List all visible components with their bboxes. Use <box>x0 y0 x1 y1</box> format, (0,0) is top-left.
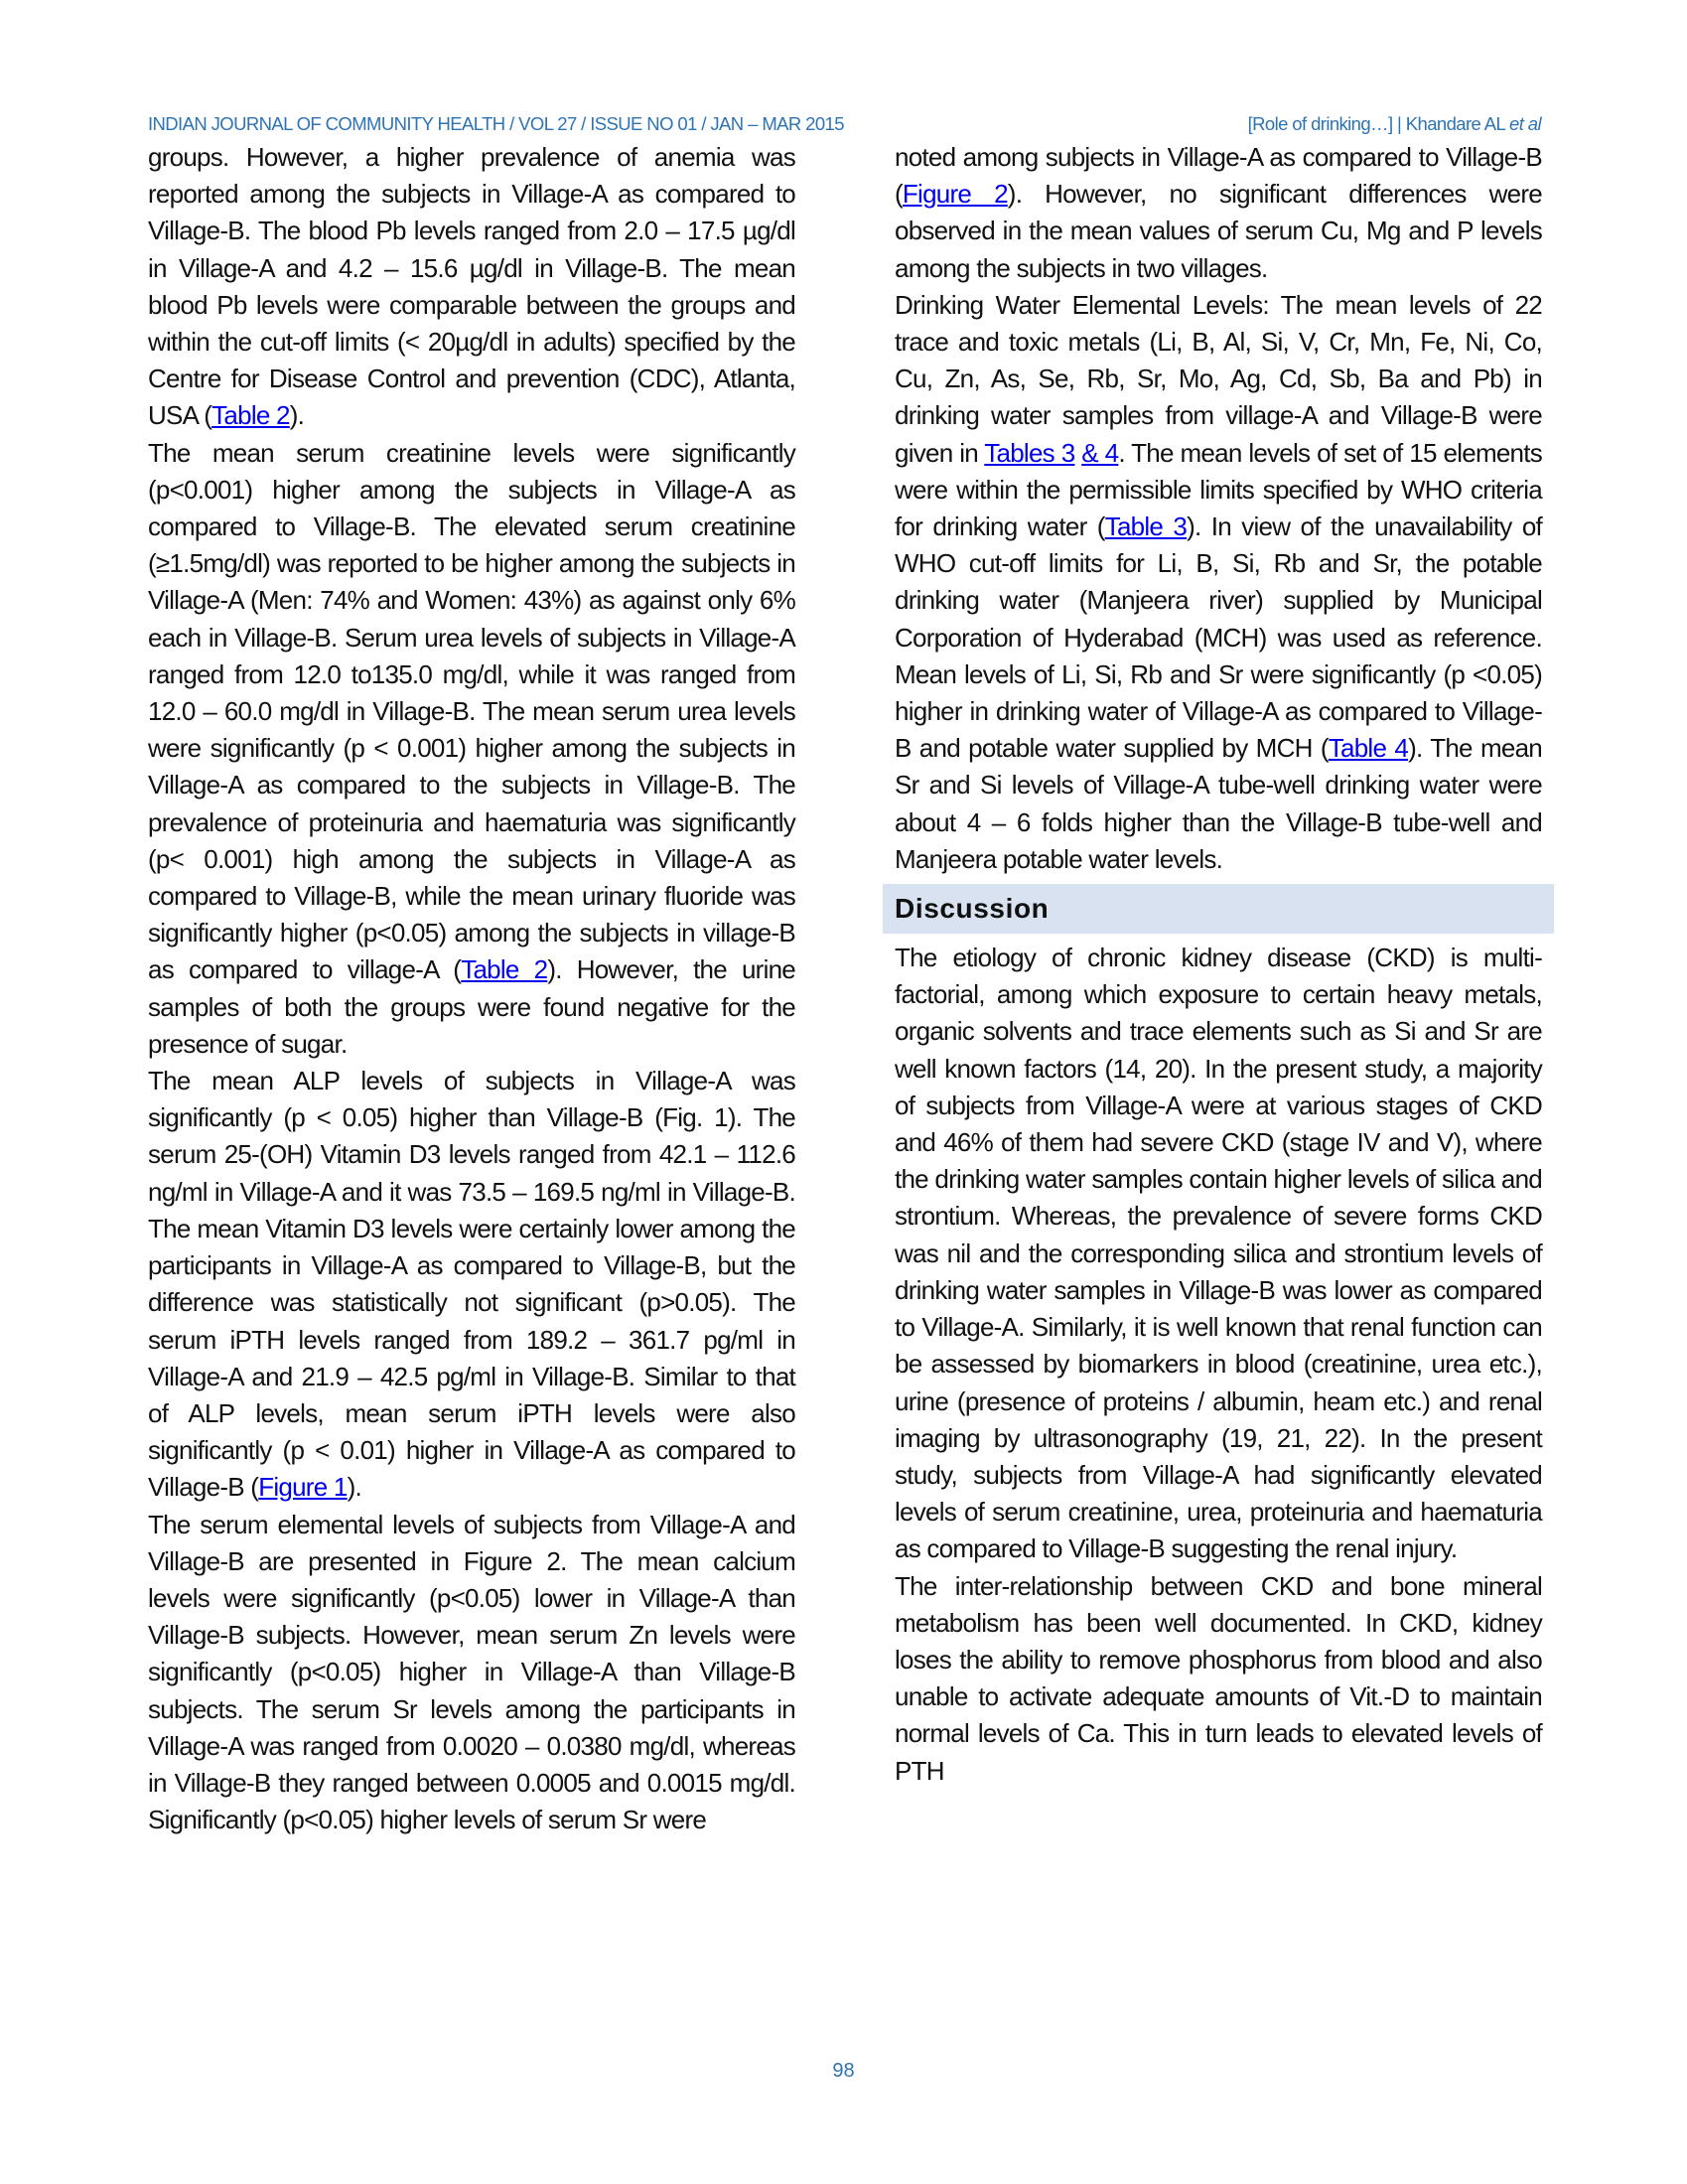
paragraph-text: noted among subjects in Village-A as compared to Village-B ( <box>895 142 1542 210</box>
link-table-3[interactable]: Table 3 <box>1104 511 1188 542</box>
paragraph-text: The mean serum creatinine levels were significantly (p<0.001) higher among the subjects in Village-A as compared to Village-B. The elevated serum creatinine (≥1.5mg/dl) was reported to be higher among the subjects in Village-A (Men: 74% and Women: 43%) as against only 6% each in Village-B. Serum urea levels of subjects in Village-A ranged from 12.0 to135.0 mg/dl, while it was ranged from 12.0 – 60.0 mg/dl in Village-B. The mean serum urea levels were significantly (p < 0.001) higher among the subjects in Village-A as compared to the subjects in Village-B. The prevalence of proteinuria and haematuria was significantly (p< 0.001) high among the subjects in Village-A as compared to Village-B, while the mean urinary fluoride was significantly higher (p<0.05) among the subjects in village-B as compared to village-A ( <box>148 437 795 985</box>
paragraph-text: ). However, the urine samples of both the groups were found negative for the presence of sugar. <box>148 954 796 1059</box>
paragraph-creatinine <box>148 435 795 1063</box>
paragraph-text: ). The mean Sr and Si levels of Village-A tube-well drinking water were about 4 – 6 folds higher than the Village-B tube-well and Manjeera potable water levels. <box>895 733 1542 874</box>
link-table-4-ampersand[interactable]: & 4 <box>1081 437 1119 468</box>
paragraph-text: ). <box>347 1472 361 1503</box>
paragraph-blood-pb <box>148 139 795 435</box>
link-figure-2[interactable]: Figure 2 <box>902 179 1008 210</box>
running-title-etal: et al <box>1509 113 1541 134</box>
link-table-2[interactable]: Table 2 <box>461 954 548 985</box>
page-number: 98 <box>832 2060 855 2082</box>
paragraph-text: ). <box>289 400 305 431</box>
paragraph-discussion-etiology: The etiology of chronic kidney disease (CKD) is multi-factorial, among which exposure to certain heavy metals, organic solvents and trace elements such as Si and Sr are well known factors (14, 20). In the present study, a majority of subjects from Village-A were at various stages of CKD and 46% of them had severe CKD (stage IV and V), where the drinking water samples contain higher levels of silica and strontium. Whereas, the prevalence of severe forms CKD was nil and the corresponding silica and strontium levels of drinking water samples in Village-B was lower as compared to Village-A. Similarly, it is well known that renal function can be assessed by biomarkers in blood (creatinine, urea etc.), urine (presence of proteins / albumin, heam etc.) and renal imaging by ultrasonography (19, 21, 22). In the present study, subjects from Village-A had significantly elevated levels of serum creatinine, urea, proteinuria and haematuria as compared to Village-B suggesting the renal injury. <box>895 943 1542 1564</box>
paragraph-text: Drinking Water Elemental Levels: The mean levels of 22 trace and toxic metals (Li, B, Al, Si, V, Cr, Mn, Fe, Ni, Co, Cu, Zn, As, Se, Rb, Sr, Mo, Ag, Cd, Sb, Ba and Pb) in drinking water samples from village-A and Village-B were given in <box>895 289 1542 468</box>
paragraph-text: groups. However, a higher prevalence of anemia was reported among the subjects in Village-A as compared to Village-B. The blood Pb levels ranged from 2.0 – 17.5 µg/dl in Village-A and 4.2 – 15.6 µg/dl in Village-B. The mean blood Pb levels were comparable between the groups and within the cut-off limits (< 20µg/dl in adults) specified by the Centre for Disease Control and prevention (CDC), Atlanta, USA ( <box>148 142 795 431</box>
paragraph-discussion-bone: The inter-relationship between CKD and bone mineral metabolism has been well documented. In CKD, kidney loses the ability to remove phosphorus from blood and also unable to activate adequate amounts of Vit.-D to maintain normal levels of Ca. This in turn leads to elevated levels of PTH <box>895 1570 1542 1786</box>
paragraph-text: The serum elemental levels of subjects from Village-A and Village-B are presented in Figure 2. The mean calcium levels were significantly (p<0.05) lower in Village-A than Village-B subjects. However, mean serum Zn levels were significantly (p<0.05) higher in Village-A than Village-B subjects. The serum Sr levels among the participants in Village-A was ranged from 0.0020 – 0.0380 mg/dl, whereas in Village-B they ranged between 0.0005 and 0.0015 mg/dl. Significantly (p<0.05) higher levels of serum Sr were <box>148 1509 795 1835</box>
paragraph-text: ). However, no significant differences were observed in the mean values of serum Cu, Mg and P levels among the subjects in two villages. <box>895 179 1542 283</box>
paragraph-text: The mean ALP levels of subjects in Village-A was significantly (p < 0.05) higher than Village-B (Fig. 1). The serum 25-(OH) Vitamin D3 levels ranged from 42.1 – 112.6 ng/ml in Village-A and it was 73.5 – 169.5 ng/ml in Village-B. The mean Vitamin D3 levels were certainly lower among the participants in Village-A as compared to Village-B, but the difference was statistically not significant (p>0.05). The serum iPTH levels ranged from 189.2 – 361.7 pg/ml in Village-A and 21.9 – 42.5 pg/ml in Village-B. Similar to that of ALP levels, mean serum iPTH levels were also significantly (p < 0.01) higher in Village-A as compared to Village-B ( <box>148 1066 795 1503</box>
section-heading-discussion: Discussion <box>883 884 1554 934</box>
paragraph-text: . The mean levels of set of 15 elements were within the permissible limits specified by WHO criteria for drinking water ( <box>895 437 1542 542</box>
running-title-text: [Role of drinking…] | Khandare AL <box>1247 113 1510 134</box>
link-tables-3[interactable]: Tables 3 <box>984 437 1075 468</box>
running-title <box>1248 113 1541 135</box>
link-figure-1[interactable]: Figure 1 <box>258 1472 348 1503</box>
paragraph-serum-sr <box>895 139 1542 287</box>
right-column <box>895 139 1542 1790</box>
journal-header: INDIAN JOURNAL OF COMMUNITY HEALTH / VOL 27 / ISSUE NO 01 / JAN – MAR 2015 <box>148 113 844 134</box>
left-column <box>148 139 795 1838</box>
link-table-4[interactable]: Table 4 <box>1328 733 1409 764</box>
paragraph-drinking-water <box>895 287 1542 878</box>
paragraph-serum-elements <box>148 1507 795 1839</box>
link-table-2[interactable]: Table 2 <box>211 400 290 431</box>
paragraph-alp <box>148 1063 795 1506</box>
paragraph-text: ). In view of the unavailability of WHO cut-off limits for Li, B, Si, Rb and Sr, the potable drinking water (Manjeera river) supplied by Municipal Corporation of Hyderabad (MCH) was used as reference. Mean levels of Li, Si, Rb and Sr were significantly (p <0.05) higher in drinking water of Village-A as compared to Village-B and potable water supplied by MCH ( <box>895 511 1542 764</box>
